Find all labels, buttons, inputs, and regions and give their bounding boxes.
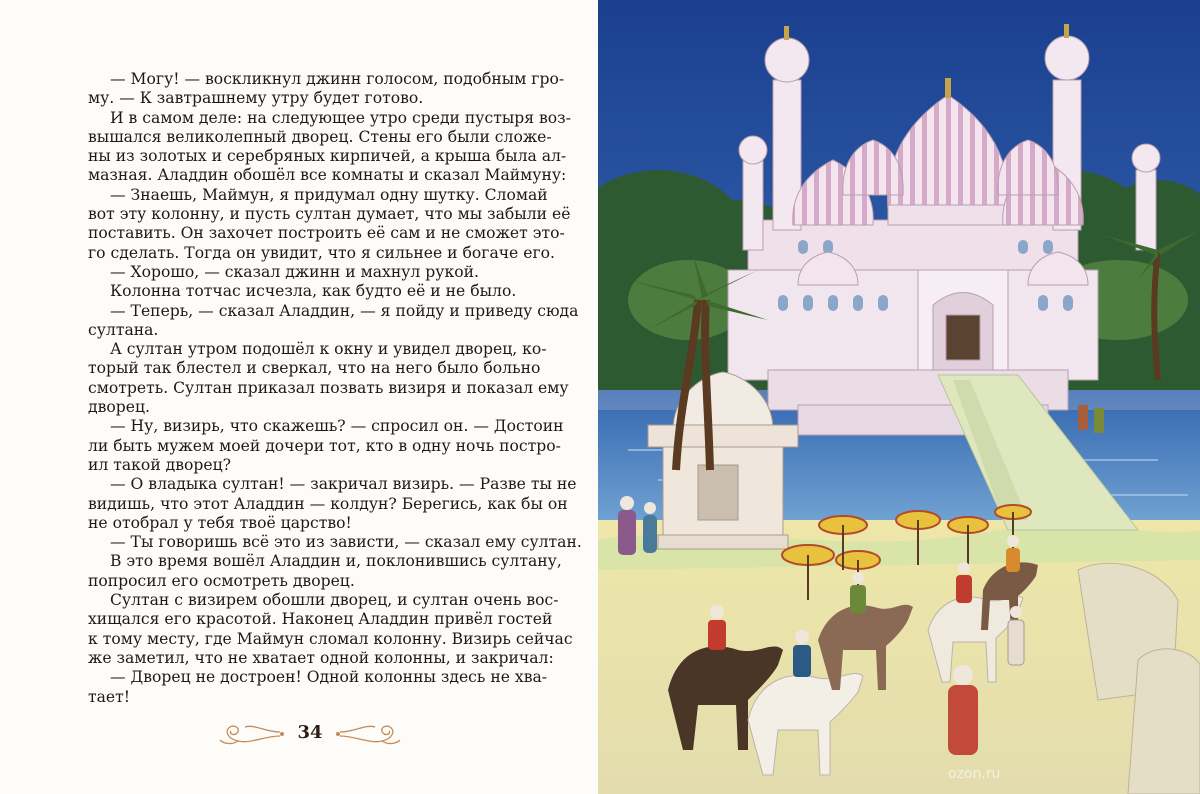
text-line: хищался его красотой. Наконец Аладдин привёл гостей	[88, 610, 553, 629]
text-line: дворец.	[88, 398, 150, 417]
text-line: ли быть мужем моей дочери тот, кто в одну ночь постро-	[88, 436, 561, 455]
text-line: не отобрал у тебя твоё царство!	[88, 513, 352, 532]
text-line: А султан утром подошёл к окну и увидел дворец, ко-	[110, 340, 547, 359]
text-line: же заметил, что не хватает одной колонны, и закричал:	[88, 648, 554, 667]
text-line: тает!	[88, 687, 131, 706]
text-line: — Ты говоришь всё это из зависти, — сказал ему султан.	[110, 533, 582, 552]
text-line: вот эту колонну, и пусть султан думает, что мы забыли её	[88, 205, 571, 224]
text-line: — Дворец не достроен! Одной колонны здесь не хва-	[110, 668, 548, 687]
text-line: Султан с визирем обошли дворец, и султан очень вос-	[110, 591, 559, 610]
text-line: попросил его осмотреть дворец.	[88, 571, 355, 590]
text-line: мазная. Аладдин обошёл все комнаты и сказал Маймуну:	[88, 166, 567, 185]
text-line: му. — К завтрашнему утру будет готово.	[88, 89, 424, 108]
watermark: ozon.ru	[948, 766, 1001, 782]
text-line: торый так блестел и сверкал, что на него было больно	[88, 359, 541, 378]
text-line: султана.	[88, 320, 159, 339]
text-line: — Ну, визирь, что скажешь? — спросил он. — Достоин	[110, 417, 564, 436]
left-page	[0, 0, 598, 794]
text-line: — Теперь, — сказал Аладдин, — я пойду и приведу сюда	[110, 301, 579, 320]
text-line: го сделать. Тогда он увидит, что я сильнее и богаче его.	[88, 243, 555, 262]
text-line: вышался великолепный дворец. Стены его были сложе-	[88, 127, 552, 146]
text-line: ны из золотых и серебряных кирпичей, а крыша была ал-	[88, 147, 567, 166]
text-line: — Знаешь, Маймун, я придумал одну шутку. Сломай	[110, 185, 548, 204]
text-line: В это время вошёл Аладдин и, поклонившись султану,	[110, 552, 562, 571]
palace-illustration	[598, 0, 1200, 794]
text-line: — О владыка султан! — закричал визирь. — Разве ты не	[110, 475, 577, 494]
text-line: видишь, что этот Аладдин — колдун? Берегись, как бы он	[88, 494, 568, 513]
text-line: смотреть. Султан приказал позвать визиря и показал ему	[88, 378, 569, 397]
text-line: — Могу! — воскликнул джинн голосом, подобным гро-	[110, 70, 565, 88]
text-line: ил такой дворец?	[88, 455, 232, 474]
text-line: Колонна тотчас исчезла, как будто её и не было.	[110, 282, 517, 301]
text-line: к тому месту, где Маймун сломал колонну. Визирь сейчас	[88, 629, 573, 648]
text-line: И в самом деле: на следующее утро среди пустыря воз-	[110, 108, 571, 127]
text-line: поставить. Он захочет построить её сам и не сможет это-	[88, 224, 565, 243]
page-number: 34	[297, 722, 323, 743]
story-text	[88, 70, 582, 707]
text-line: — Хорошо, — сказал джинн и махнул рукой.	[110, 262, 479, 281]
